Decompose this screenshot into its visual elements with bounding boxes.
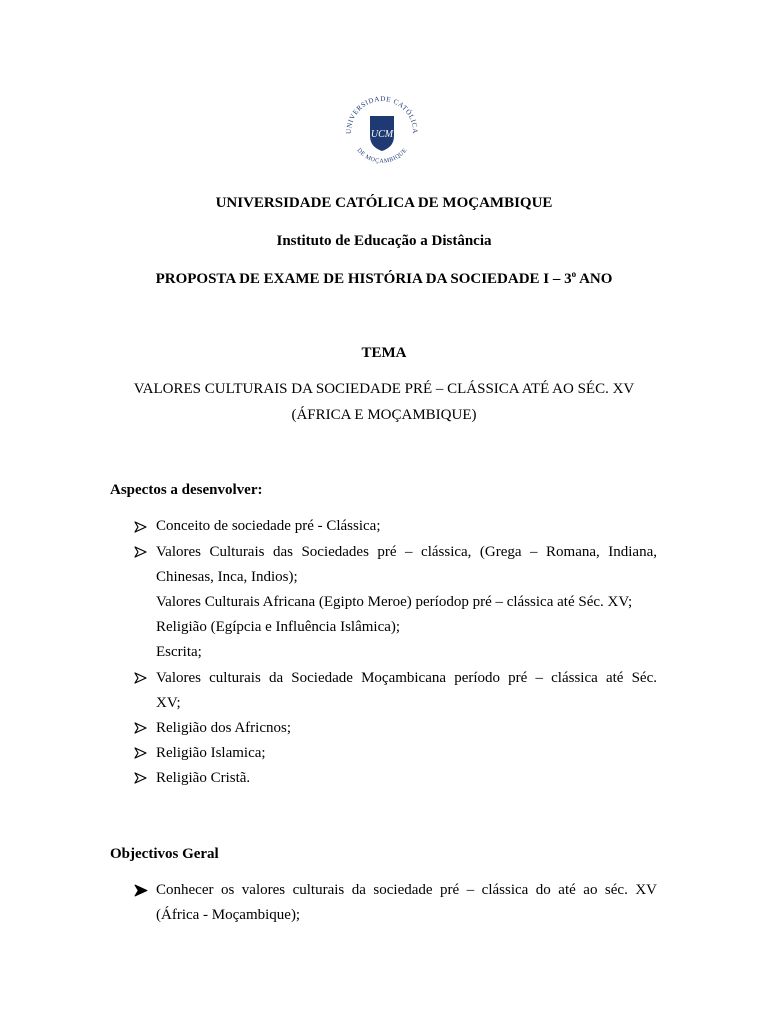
exam-proposal-title bbox=[0, 269, 768, 288]
aspecto-item: Conceito de sociedade pré - Clássica; bbox=[156, 518, 381, 534]
university-logo bbox=[337, 92, 427, 164]
logo-ring-top-text: UNIVERSIDADE CATÓLICA bbox=[344, 94, 420, 135]
aspectos-heading: Aspectos a desenvolver: bbox=[110, 482, 263, 498]
tema-line-2: (ÁFRICA E MOÇAMBIQUE) bbox=[291, 407, 477, 423]
aspecto-item: Religião dos Africnos; bbox=[156, 720, 291, 736]
objectivo-item: Conhecer os valores culturais da sociedade pré – clássica do até ao séc. XV bbox=[156, 882, 657, 898]
aspecto-item: Valores Culturais das Sociedades pré – clássica, (Grega – Romana, Indiana, bbox=[156, 544, 657, 560]
exam-proposal-sup: o bbox=[571, 269, 577, 279]
arrow-bullet-icon bbox=[134, 521, 148, 533]
arrow-bullet-icon bbox=[134, 772, 148, 784]
institute-title: Instituto de Educação a Distância bbox=[276, 233, 492, 249]
arrow-bullet-icon bbox=[134, 884, 149, 897]
logo-ring-bottom-text: DE MOÇAMBIQUE bbox=[355, 147, 409, 164]
aspecto-subitem: Valores Culturais Africana (Egipto Meroe) períodop pré – clássica até Séc. XV; bbox=[156, 594, 633, 610]
logo-monogram: UCM bbox=[370, 129, 394, 140]
arrow-bullet-icon bbox=[134, 546, 148, 558]
exam-proposal-prefix: PROPOSTA DE EXAME DE HISTÓRIA DA SOCIEDADE I – 3 bbox=[155, 271, 572, 287]
aspecto-item-continuation: Chinesas, Inca, Indios); bbox=[156, 569, 298, 585]
tema-line-1: VALORES CULTURAIS DA SOCIEDADE PRÉ – CLÁSSICA ATÉ AO SÉC. XV bbox=[133, 381, 635, 397]
aspecto-subitem: Religião (Egípcia e Influência Islâmica); bbox=[156, 619, 401, 635]
tema-label: TEMA bbox=[361, 345, 407, 361]
arrow-bullet-icon bbox=[134, 722, 148, 734]
aspecto-item: Valores culturais da Sociedade Moçambicana período pré – clássica até Séc. bbox=[156, 670, 657, 686]
aspecto-item: Religião Cristã. bbox=[156, 770, 251, 786]
aspecto-item: Religião Islamica; bbox=[156, 745, 266, 761]
aspecto-subitem: Escrita; bbox=[156, 644, 202, 660]
exam-proposal-suffix: ANO bbox=[576, 271, 613, 287]
objectivos-heading: Objectivos Geral bbox=[110, 846, 219, 862]
aspecto-item-continuation: XV; bbox=[156, 695, 181, 711]
university-title: UNIVERSIDADE CATÓLICA DE MOÇAMBIQUE bbox=[215, 195, 553, 211]
arrow-bullet-icon bbox=[134, 672, 148, 684]
arrow-bullet-icon bbox=[134, 747, 148, 759]
objectivo-item-continuation: (África - Moçambique); bbox=[156, 907, 301, 923]
